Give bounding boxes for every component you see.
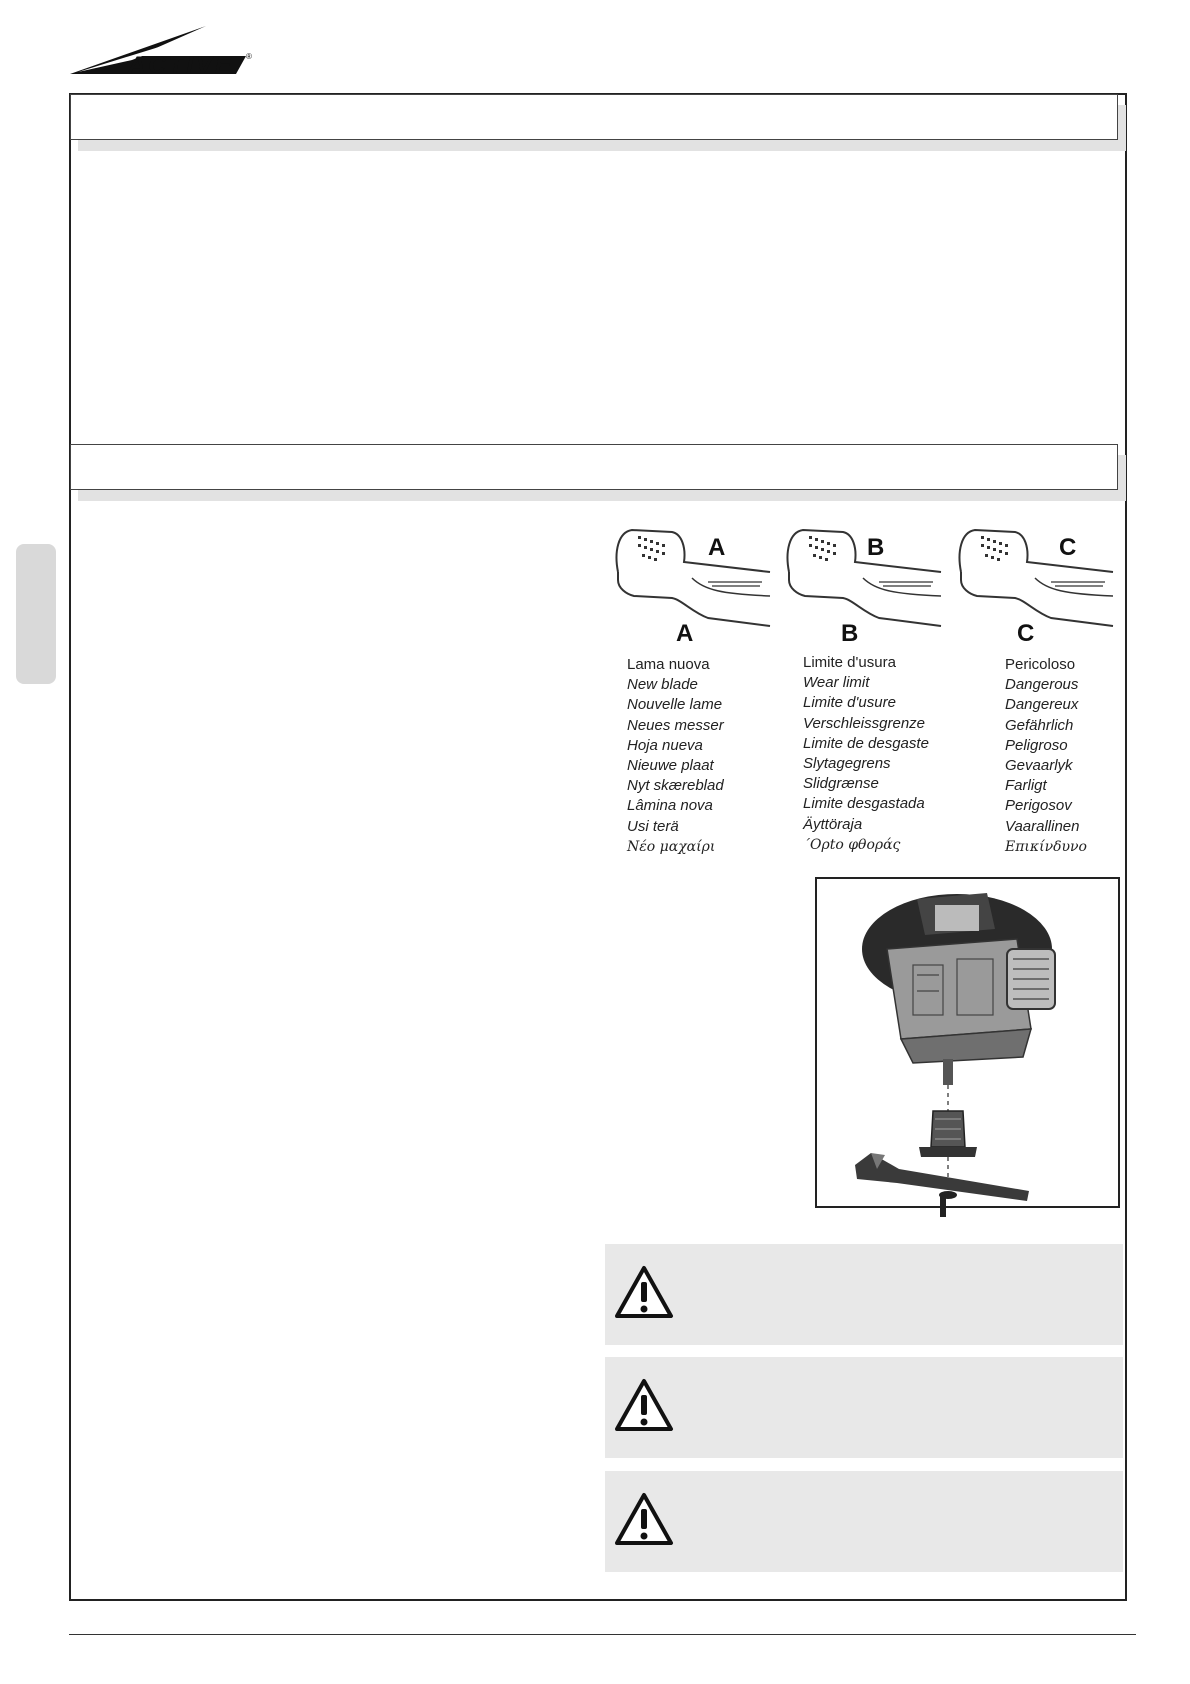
brand-logo: [68, 22, 258, 84]
warning-triangle-icon: [613, 1377, 675, 1435]
wear-column-dangerous: [1005, 655, 1185, 857]
brand-name: ACTIVE: [128, 52, 235, 79]
warning-box-3: [605, 1471, 1123, 1572]
blade-bottom-label: B: [841, 620, 859, 647]
wear-term: Lâmina nova: [627, 797, 713, 815]
section-header-1: [70, 94, 1118, 140]
brand-reg-mark: ®: [246, 52, 252, 61]
engine-blade-assembly-illustration: [817, 879, 1118, 1206]
wear-term: Pericoloso: [1005, 656, 1076, 673]
wear-term: Limite de desgaste: [803, 734, 929, 752]
wear-term: Neues messer: [627, 716, 724, 734]
wear-term: Lama nuova: [627, 656, 710, 673]
wear-term: Gefährlich: [1005, 716, 1074, 734]
wear-term: ΄Ορto φθoράς: [803, 836, 901, 853]
blade-diagram-b: [783, 522, 953, 672]
blade-top-label: B: [867, 534, 885, 561]
warning-box-2: [605, 1357, 1123, 1458]
wear-term: Wear limit: [803, 674, 870, 692]
wear-term: Limite desgastada: [803, 795, 925, 813]
wear-term: Gevaarlyk: [1005, 757, 1073, 775]
wear-term: Dangereux: [1005, 696, 1079, 714]
blade-diagram-c: [955, 522, 1125, 672]
wear-term: Nouvelle lame: [627, 696, 723, 714]
wear-term: Dangerous: [1005, 676, 1079, 694]
wear-column-wear-limit: [803, 653, 983, 855]
engine-blade-figure: [815, 877, 1120, 1208]
blade-wear-illustration: [955, 522, 1125, 672]
wear-term: Limite d'usure: [803, 694, 896, 712]
wear-term: Farligt: [1005, 777, 1047, 795]
wear-term: Usi terä: [627, 817, 679, 835]
warning-triangle-icon: [613, 1491, 675, 1549]
wear-term: Limite d'usura: [803, 654, 896, 671]
section-header-2: [70, 444, 1118, 490]
wear-term: Nieuwe plaat: [627, 757, 714, 775]
footer-rule: [69, 1634, 1136, 1635]
blade-bottom-label: C: [1017, 620, 1035, 647]
warning-triangle-icon: [613, 1264, 675, 1322]
blade-top-label: C: [1059, 534, 1077, 561]
wear-term: Perigosov: [1005, 797, 1072, 815]
side-tab-label: [16, 544, 56, 684]
wear-term: Peligroso: [1005, 736, 1068, 754]
blade-bottom-label: A: [676, 620, 694, 647]
blade-diagram-a: [612, 522, 782, 672]
wear-term: Vaarallinen: [1005, 817, 1080, 835]
wear-term: New blade: [627, 676, 698, 694]
wear-term: Slidgrænse: [803, 775, 879, 793]
wear-column-new-blade: [627, 655, 807, 857]
blade-top-label: A: [708, 534, 726, 561]
wear-term: Επικίνδυνο: [1005, 838, 1087, 855]
wear-term: Slytagegrens: [803, 755, 891, 773]
side-language-tab: [16, 544, 56, 684]
warning-box-1: [605, 1244, 1123, 1345]
wear-term: Νέο μαχαίρι: [627, 838, 716, 855]
wear-term: Äyttöraja: [803, 815, 863, 833]
wear-term: Nyt skæreblad: [627, 777, 724, 795]
bolt-illustration: [940, 1193, 946, 1217]
wear-term: Hoja nueva: [627, 736, 703, 754]
blade-wear-illustration: [612, 522, 782, 672]
wear-term: Verschleissgrenze: [803, 714, 925, 732]
